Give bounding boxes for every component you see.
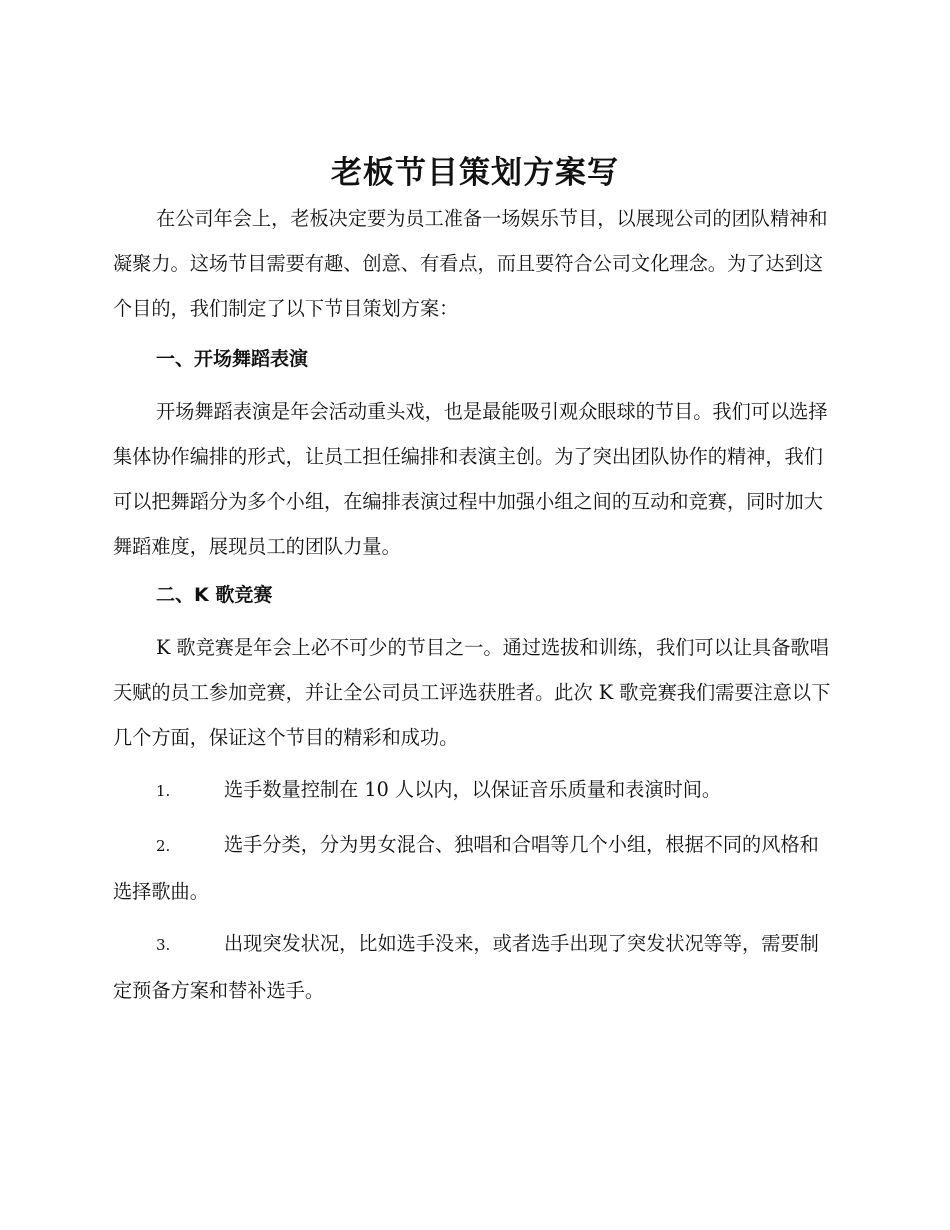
list-item-number: 3.	[156, 936, 171, 954]
list-item-number: 1.	[156, 782, 171, 800]
list-item	[113, 822, 831, 914]
section-heading-karaoke: 二、K 歌竞赛	[156, 584, 273, 606]
section-body-opening-dance: 开场舞蹈表演是年会活动重头戏，也是最能吸引观众眼球的节目。我们可以选择集体协作编排的形式，让员工担任编排和表演主创。为了突出团队协作的精神，我们可以把舞蹈分为多个小组，在编排表演过程中加强小组之间的互动和竞赛，同时加大舞蹈难度，展现员工的团队力量。	[113, 400, 828, 558]
list-item-number: 2.	[156, 837, 171, 855]
document-title: 老板节目策划方案写	[331, 155, 619, 191]
section-heading-opening-dance: 一、开场舞蹈表演	[156, 348, 309, 370]
list-item-text: 选手分类，分为男女混合、独唱和合唱等几个小组，根据不同的风格和选择歌曲。	[113, 833, 819, 903]
intro-paragraph: 在公司年会上，老板决定要为员工准备一场娱乐节目，以展现公司的团队精神和凝聚力。这场节目需要有趣、创意、有看点，而且要符合公司文化理念。为了达到这个目的，我们制定了以下节目策划方案：	[113, 207, 828, 320]
list-item	[113, 921, 831, 1013]
list-item-text: 选手数量控制在 10 人以内，以保证音乐质量和表演时间。	[224, 778, 722, 801]
list-item-text: 出现突发状况，比如选手没来，或者选手出现了突发状况等等，需要制定预备方案和替补选手。	[113, 932, 819, 1002]
section-body-karaoke: K 歌竞赛是年会上必不可少的节目之一。通过选拔和训练，我们可以让具备歌唱天赋的员工参加竞赛，并让全公司员工评选获胜者。此次 K 歌竞赛我们需要注意以下几个方面，保证这个节目的精彩和成功。	[113, 636, 831, 749]
list-item	[113, 767, 831, 814]
